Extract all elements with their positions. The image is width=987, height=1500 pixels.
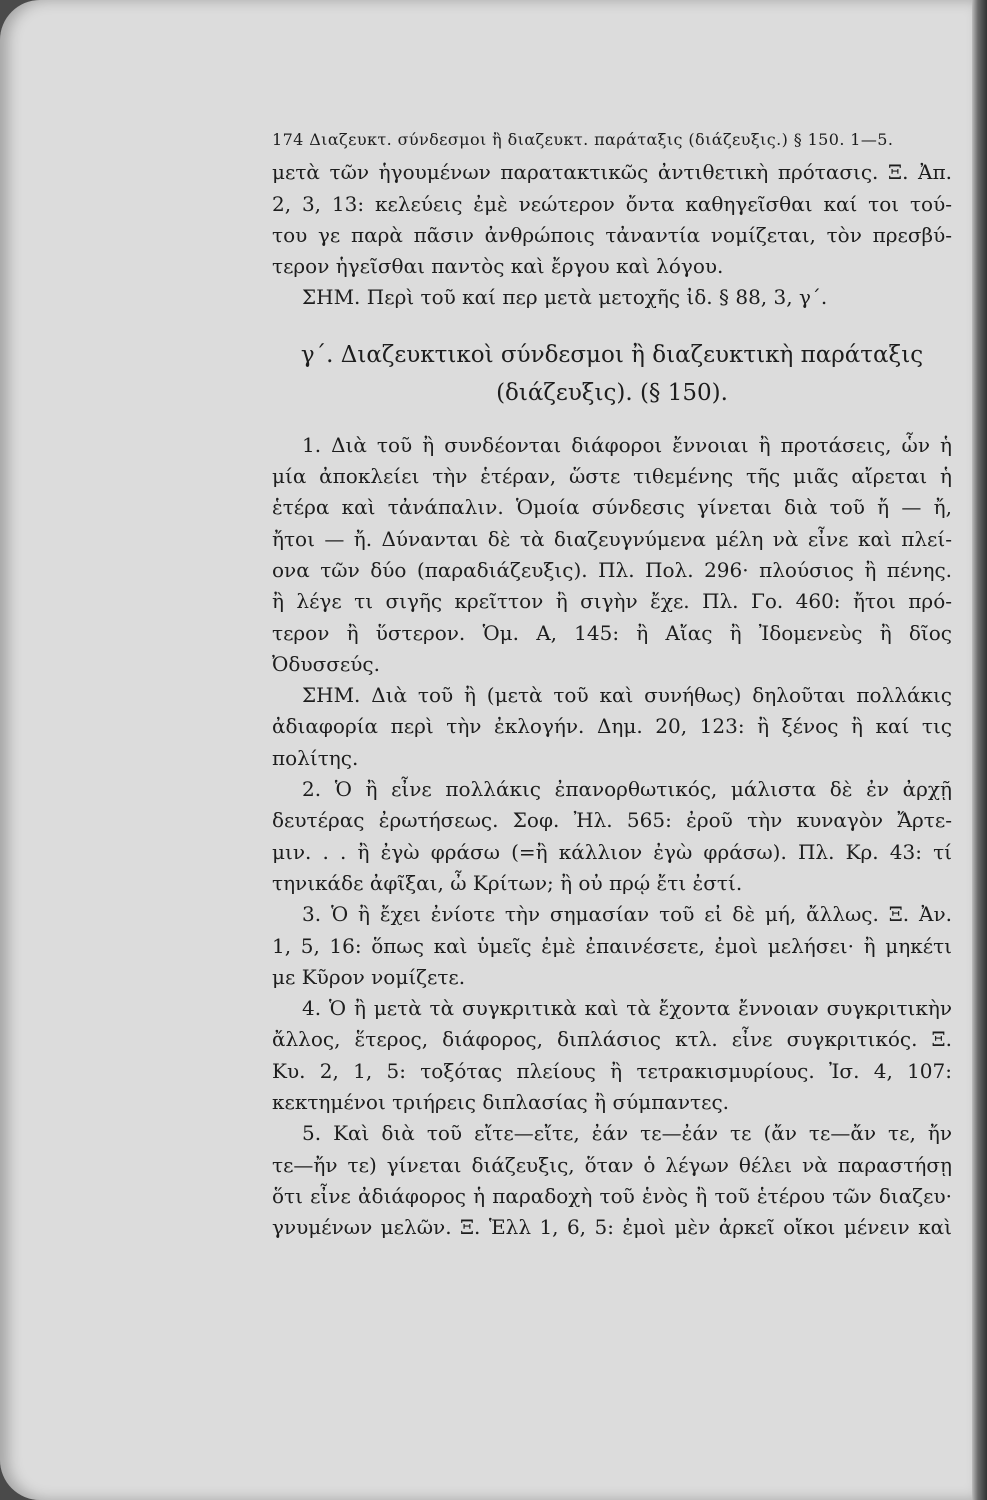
text-line: 2, 3, 13: κελεύεις ἐμὲ νεώτερον ὄντα καθηγεῖσθαι καί τοι τού- bbox=[272, 191, 952, 216]
text-line: με Κῦρον νομίζετε. bbox=[272, 964, 466, 989]
text-line: τερον ἢ ὕστερον. Ὁμ. Α, 145: ἢ Αἴας ἢ Ἰδομενεὺς ἢ δῖος bbox=[272, 620, 952, 645]
text-line: 5. Καὶ διὰ τοῦ εἴτε—εἴτε, ἐάν τε—ἐάν τε (ἄν τε—ἄν τε, ἤν bbox=[302, 1121, 952, 1146]
text-line: δευτέρας ἐρωτήσεως. Σοφ. Ἠλ. 565: ἐροῦ τὴν κυναγὸν Ἄρτε- bbox=[272, 808, 952, 833]
text-line: Κυ. 2, 1, 5: τοξότας πλείους ἢ τετρακισμυρίους. Ἰσ. 4, 107: bbox=[272, 1058, 952, 1083]
text-line: μιν. . . ἢ ἐγὼ φράσω (=ἢ κάλλιον ἐγὼ φράσω). Πλ. Κρ. 43: τί bbox=[272, 839, 952, 864]
intro-paragraph bbox=[272, 157, 952, 282]
page-content bbox=[272, 124, 952, 1244]
text-line: ἢ λέγε τι σιγῆς κρεῖττον ἢ σιγὴν ἔχε. Πλ. Γο. 460: ἤτοι πρό- bbox=[272, 589, 952, 614]
text-line: τηνικάδε ἀφῖξαι, ὦ Κρίτων; ἢ οὐ πρῴ ἔτι ἐστί. bbox=[272, 870, 743, 895]
text-line: 1, 5, 16: ὅπως καὶ ὑμεῖς ἐμὲ ἐπαινέσετε, ἐμοὶ μελήσει· ἢ μηκέτι bbox=[272, 933, 952, 958]
section-heading bbox=[272, 336, 952, 412]
heading-line: γ΄. Διαζευκτικοὶ σύνδεσμοι ἢ διαζευκτικὴ παράταξις bbox=[300, 341, 924, 368]
text-line: μία ἀποκλείει τὴν ἑτέραν, ὥστε τιθεμένης τῆς μιᾶς αἴρεται ἡ bbox=[272, 464, 952, 489]
heading-line: (διάζευξις). (§ 150). bbox=[496, 379, 728, 406]
page-edge bbox=[972, 0, 987, 1500]
running-header: 174 Διαζευκτ. σύνδεσμοι ἢ διαζευκτ. παράταξις (διάζευξις.) § 150. 1—5. bbox=[272, 130, 894, 149]
text-line: 3. Ὁ ἢ ἔχει ἐνίοτε τὴν σημασίαν τοῦ εἰ δὲ μή, ἄλλως. Ξ. Ἀν. bbox=[302, 902, 952, 927]
text-line: ΣΗΜ. Διὰ τοῦ ἢ (μετὰ τοῦ καὶ συνήθως) δηλοῦται πολλάκις bbox=[302, 683, 952, 708]
text-line: του γε παρὰ πᾶσιν ἀνθρώποις τἀναντία νομίζεται, τὸν πρεσβύ- bbox=[272, 222, 952, 247]
text-line: πολίτης. bbox=[272, 745, 359, 770]
text-line: ἀδιαφορία περὶ τὴν ἐκλογήν. Δημ. 20, 123: ἢ ξένος ἢ καί τις bbox=[272, 714, 952, 739]
text-line: 1. Διὰ τοῦ ἢ συνδέονται διάφοροι ἔννοιαι ἢ προτάσεις, ὧν ἡ bbox=[302, 432, 952, 457]
paragraph-5 bbox=[272, 1118, 952, 1243]
text-line: ἑτέρα καὶ τἀνάπαλιν. Ὁμοία σύνδεσις γίνεται διὰ τοῦ ἤ — ἤ, bbox=[272, 495, 952, 520]
text-line: ὅτι εἶνε ἀδιάφορος ἡ παραδοχὴ τοῦ ἑνὸς ἢ τοῦ ἑτέρου τῶν διαζευ· bbox=[272, 1183, 952, 1208]
text-line: ἤτοι — ἤ. Δύνανται δὲ τὰ διαζευγνύμενα μέλη νὰ εἶνε καὶ πλεί- bbox=[272, 526, 952, 551]
paragraph-3 bbox=[272, 899, 952, 993]
text-line: ἄλλος, ἕτερος, διάφορος, διπλάσιος κτλ. εἶνε συγκριτικός. Ξ. bbox=[272, 1027, 952, 1052]
paragraph-1 bbox=[272, 430, 952, 680]
note-paragraph-2 bbox=[272, 680, 952, 774]
text-line: ονα τῶν δύο (παραδιάζευξις). Πλ. Πολ. 296· πλούσιος ἢ πένης. bbox=[272, 557, 952, 582]
text-line: γνυμένων μελῶν. Ξ. Ἑλλ 1, 6, 5: ἐμοὶ μὲν ἀρκεῖ οἴκοι μένειν καὶ bbox=[272, 1215, 952, 1240]
paragraph-4 bbox=[272, 993, 952, 1118]
text-line: κεκτημένοι τριήρεις διπλασίας ἢ σύμπαντες. bbox=[272, 1090, 730, 1115]
text-line: Ὀδυσσεύς. bbox=[272, 651, 380, 676]
text-line: 4. Ὁ ἢ μετὰ τὰ συγκριτικὰ καὶ τὰ ἔχοντα ἔννοιαν συγκριτικὴν bbox=[302, 996, 952, 1021]
text-line: μετὰ τῶν ἡγουμένων παρατακτικῶς ἀντιθετικὴ πρότασις. Ξ. Ἀπ. bbox=[272, 160, 952, 185]
paragraph-2 bbox=[272, 774, 952, 899]
text-line: 2. Ὁ ἢ εἶνε πολλάκις ἐπανορθωτικός, μάλιστα δὲ ἐν ἀρχῇ bbox=[302, 777, 952, 802]
text-line: τε—ἤν τε) γίνεται διάζευξις, ὅταν ὁ λέγων θέλει νὰ παραστήσῃ bbox=[272, 1152, 952, 1177]
note-paragraph: ΣΗΜ. Περὶ τοῦ καί περ μετὰ μετοχῆς ἰδ. § 88, 3, γ΄. bbox=[302, 285, 828, 310]
text-line: τερον ἡγεῖσθαι παντὸς καὶ ἔργου καὶ λόγου. bbox=[272, 254, 724, 279]
